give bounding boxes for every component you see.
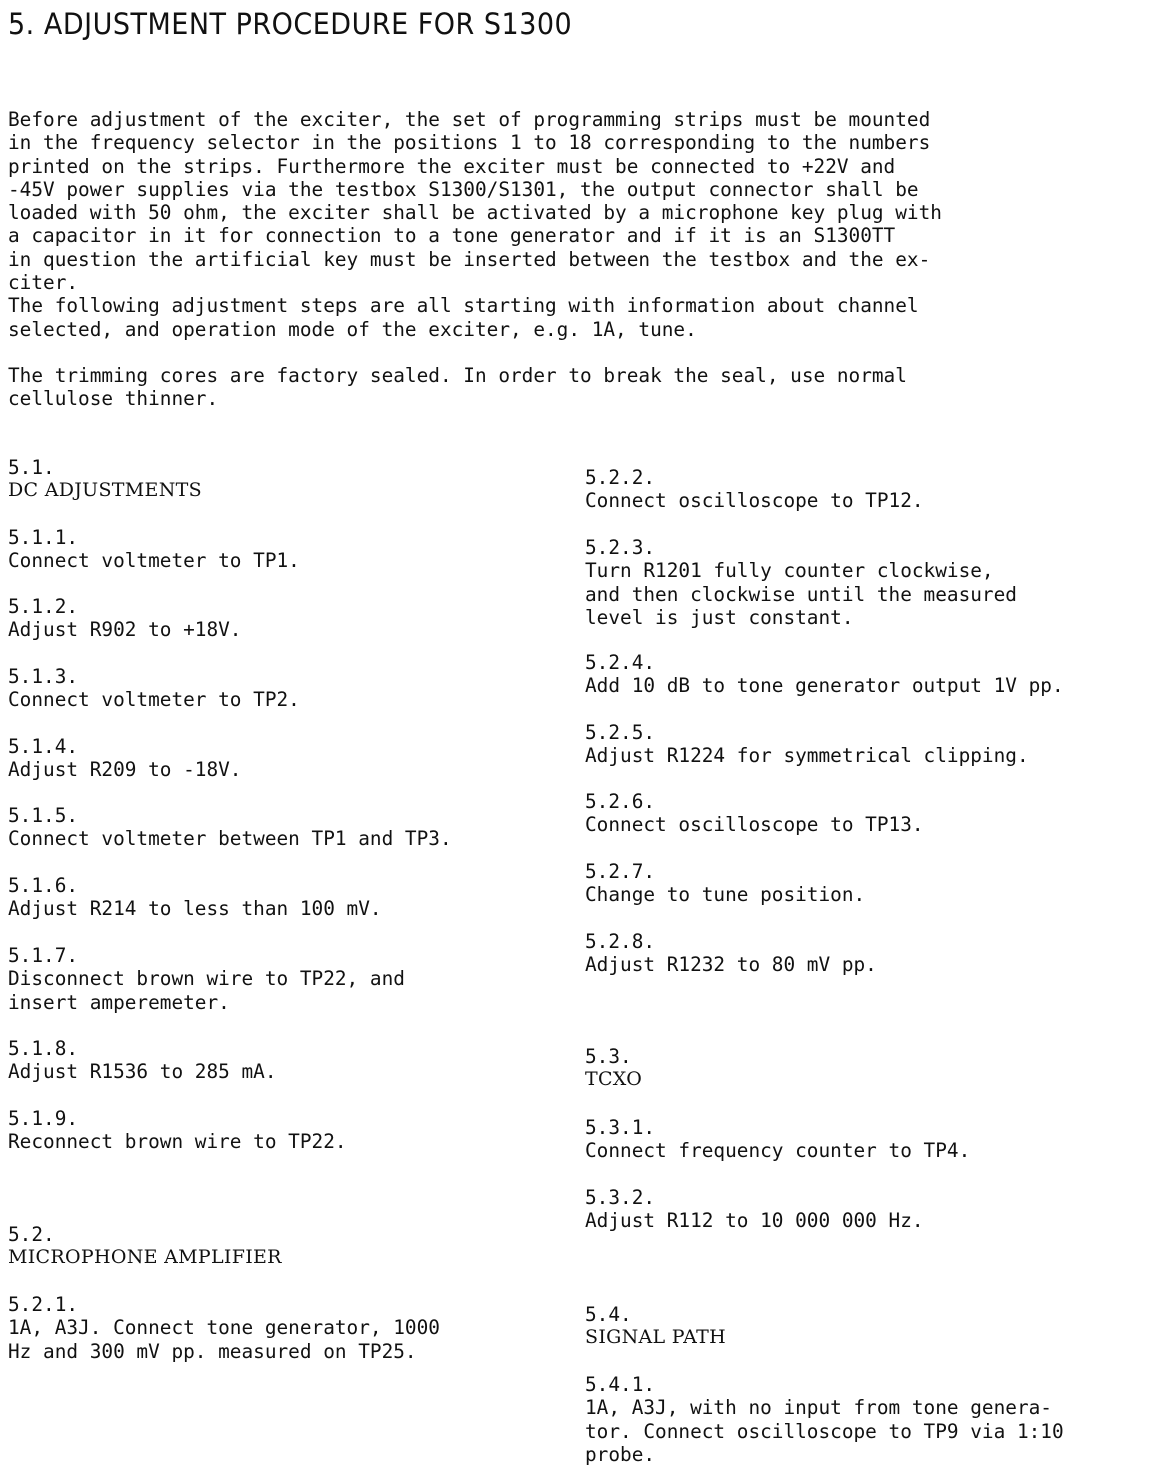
step-number: 5.1.2. — [8, 595, 79, 618]
step-5-1-8 — [8, 1037, 277, 1084]
step-text: 1A, A3J, with no input from tone genera- — [585, 1396, 1052, 1420]
step-5-1-3 — [8, 665, 300, 712]
section-heading: SIGNAL PATH — [585, 1326, 726, 1349]
intro-line: citer. — [8, 271, 79, 295]
step-5-1-5 — [8, 804, 452, 851]
step-number: 5.1.3. — [8, 665, 79, 688]
step-text: level is just constant. — [585, 605, 854, 629]
section-heading: MICROPHONE AMPLIFIER — [8, 1246, 282, 1269]
step-number: 5.3.1. — [585, 1116, 656, 1139]
step-text: Adjust R902 to +18V. — [8, 618, 242, 642]
step-text: Adjust R1224 for symmetrical clipping. — [585, 744, 1029, 768]
intro-line: cellulose thinner. — [8, 387, 219, 411]
step-number: 5.2.5. — [585, 721, 656, 744]
step-number: 5.2.1. — [8, 1293, 79, 1316]
step-number: 5.4. — [585, 1303, 632, 1326]
step-number: 5.3. — [585, 1045, 632, 1068]
intro-section — [8, 108, 1148, 411]
intro-paragraph-2 — [8, 364, 1148, 411]
step-5-2-1 — [8, 1293, 440, 1363]
step-number: 5.1.8. — [8, 1037, 79, 1060]
step-text: Adjust R1232 to 80 mV pp. — [585, 953, 877, 977]
section-heading: TCXO — [585, 1068, 643, 1091]
step-number: 5.2.6. — [585, 790, 656, 813]
step-text: Adjust R112 to 10 000 000 Hz. — [585, 1209, 924, 1233]
step-number: 5.2.4. — [585, 651, 656, 674]
step-text: Add 10 dB to tone generator output 1V pp. — [585, 674, 1064, 698]
step-text: Adjust R209 to -18V. — [8, 758, 242, 782]
step-text: Connect voltmeter to TP2. — [8, 688, 300, 712]
intro-line: in the frequency selector in the positions 1 to 18 corresponding to the numbers — [8, 131, 931, 155]
step-5-1-1 — [8, 526, 300, 573]
step-text: Connect oscilloscope to TP13. — [585, 813, 924, 837]
step-text: Connect frequency counter to TP4. — [585, 1139, 971, 1163]
step-text: Connect voltmeter between TP1 and TP3. — [8, 827, 452, 851]
step-5-1-4 — [8, 735, 241, 782]
step-number: 5.1.9. — [8, 1107, 79, 1130]
step-text: Change to tune position. — [585, 883, 866, 907]
intro-paragraph-1 — [8, 108, 1148, 341]
step-5-2-6 — [585, 790, 924, 837]
step-number: 5.2.2. — [585, 466, 656, 489]
intro-line: The following adjustment steps are all starting with information about channel — [8, 294, 919, 318]
section-heading: DC ADJUSTMENTS — [8, 479, 202, 502]
step-5-3-2 — [585, 1186, 924, 1233]
step-5-1-9 — [8, 1107, 347, 1154]
step-number: 5.1.4. — [8, 735, 79, 758]
step-text: insert amperemeter. — [8, 990, 230, 1014]
intro-line: Before adjustment of the exciter, the set of programming strips must be mounted — [8, 108, 931, 131]
step-number: 5.1.6. — [8, 874, 79, 897]
step-number: 5.2.7. — [585, 860, 656, 883]
section-5-2 — [8, 1223, 282, 1270]
step-number: 5.4.1. — [585, 1373, 656, 1396]
step-5-2-7 — [585, 860, 865, 907]
step-text: Reconnect brown wire to TP22. — [8, 1130, 347, 1154]
section-5-3 — [585, 1045, 642, 1092]
section-5-4 — [585, 1303, 726, 1350]
step-text: Disconnect brown wire to TP22, and — [8, 967, 405, 991]
step-text: Connect oscilloscope to TP12. — [585, 489, 924, 513]
step-text: Turn R1201 fully counter clockwise, — [585, 559, 994, 583]
step-number: 5.1.5. — [8, 804, 79, 827]
step-number: 5.3.2. — [585, 1186, 656, 1209]
step-5-1-7 — [8, 944, 405, 1014]
intro-line: selected, and operation mode of the exciter, e.g. 1A, tune. — [8, 317, 697, 341]
step-5-2-5 — [585, 721, 1029, 768]
step-number: 5.2.3. — [585, 536, 656, 559]
step-5-2-4 — [585, 651, 1064, 698]
intro-line: The trimming cores are factory sealed. In order to break the seal, use normal — [8, 363, 907, 387]
step-text: Connect voltmeter to TP1. — [8, 549, 300, 573]
step-text: and then clockwise until the measured — [585, 582, 1017, 606]
step-text: Adjust R214 to less than 100 mV. — [8, 897, 382, 921]
intro-line: loaded with 50 ohm, the exciter shall be activated by a microphone key plug with — [8, 201, 942, 225]
step-text: probe. — [585, 1442, 656, 1466]
step-number: 5.1.1. — [8, 526, 79, 549]
step-5-1-2 — [8, 595, 241, 642]
step-number: 5.2. — [8, 1223, 55, 1246]
step-5-3-1 — [585, 1116, 970, 1163]
step-number: 5.1. — [8, 456, 55, 479]
intro-line: in question the artificial key must be inserted between the testbox and the ex- — [8, 247, 931, 271]
step-5-4-1 — [585, 1373, 1064, 1466]
intro-line: -45V power supplies via the testbox S1300/S1301, the output connector shall be — [8, 177, 919, 201]
step-5-2-2 — [585, 466, 924, 513]
step-5-1-6 — [8, 874, 382, 921]
step-text: 1A, A3J. Connect tone generator, 1000 — [8, 1316, 440, 1340]
step-text: tor. Connect oscilloscope to TP9 via 1:10 — [585, 1419, 1064, 1443]
intro-line: a capacitor in it for connection to a tone generator and if it is an S1300TT — [8, 224, 896, 248]
step-text: Hz and 300 mV pp. measured on TP25. — [8, 1339, 417, 1363]
step-number: 5.2.8. — [585, 930, 656, 953]
step-number: 5.1.7. — [8, 944, 79, 967]
step-5-2-8 — [585, 930, 877, 977]
step-text: Adjust R1536 to 285 mA. — [8, 1060, 277, 1084]
intro-line: printed on the strips. Furthermore the exciter must be connected to +22V and — [8, 154, 896, 178]
page-title: 5. ADJUSTMENT PROCEDURE FOR S1300 — [8, 8, 573, 42]
section-5-1 — [8, 456, 202, 503]
step-5-2-3 — [585, 536, 1017, 629]
